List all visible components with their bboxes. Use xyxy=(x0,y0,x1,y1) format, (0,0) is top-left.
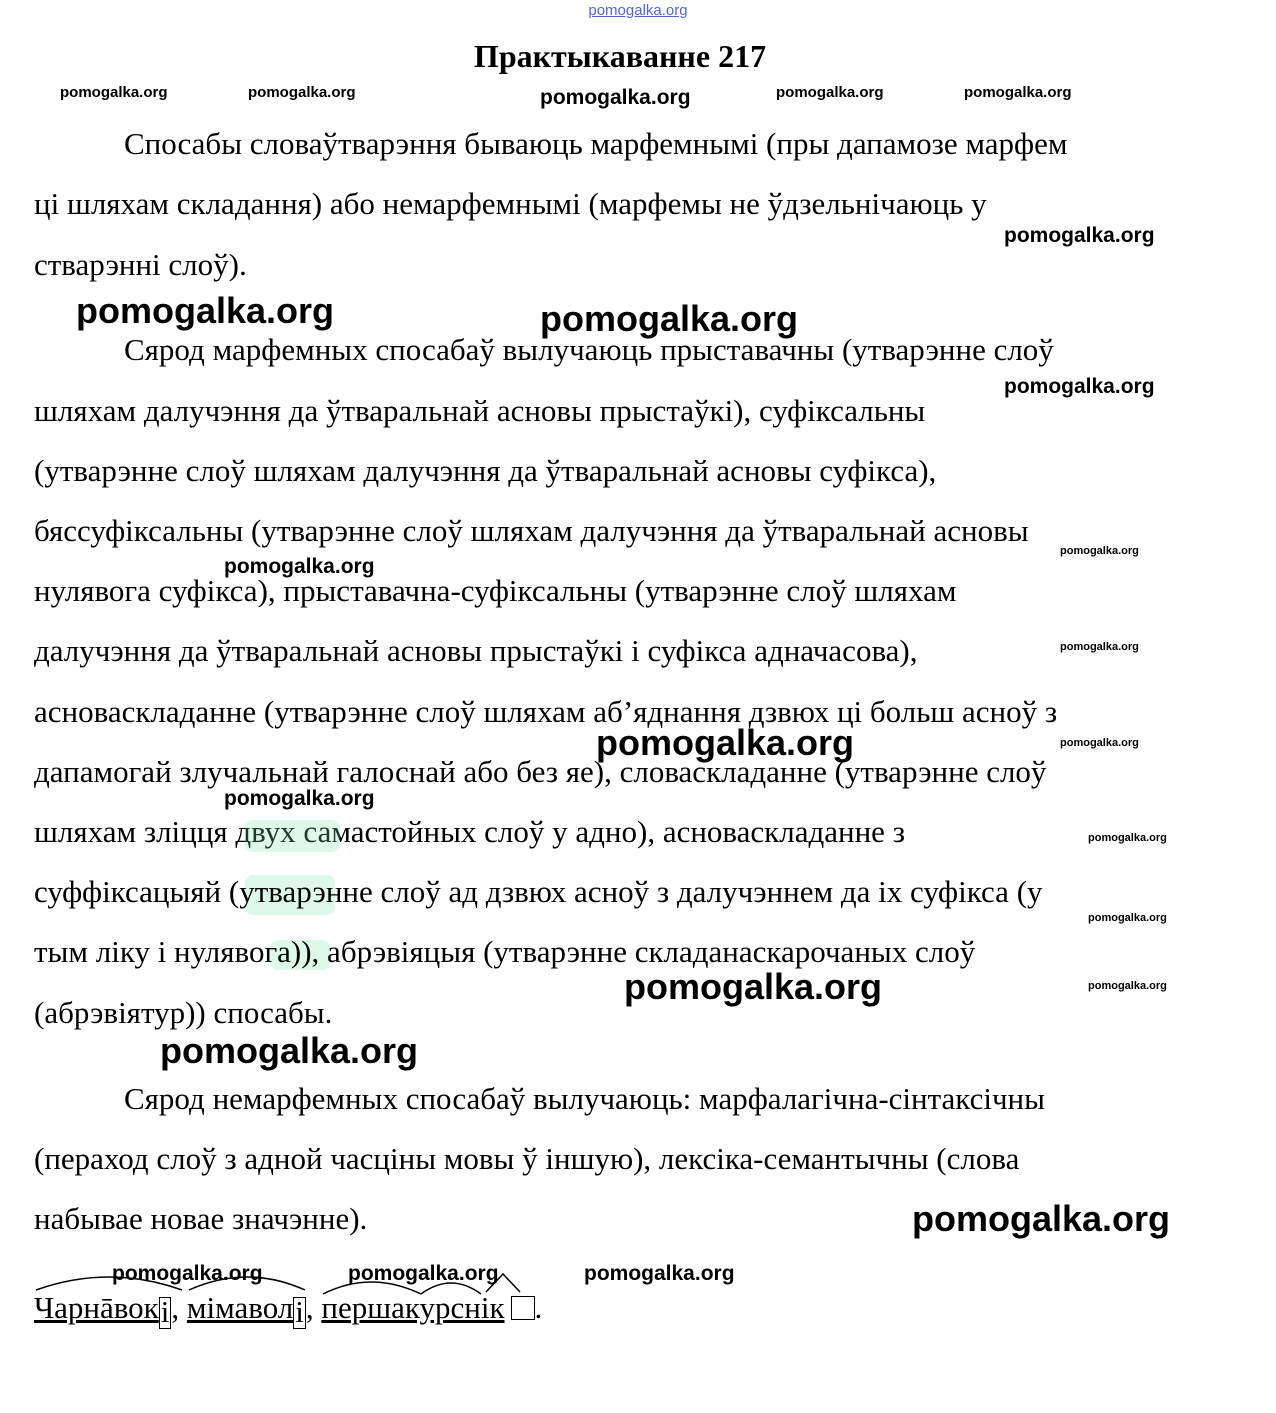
site-link[interactable]: pomogalka.org xyxy=(588,2,688,19)
paragraph-2-line: асноваскладанне (утварэнне слоў шляхам аб’яднання дзвюх ці больш асноў з xyxy=(34,694,1058,729)
ending-box: і xyxy=(295,1294,304,1329)
paragraph-2-line: (утварэнне слоў шляхам далучэння да ўтваральнай асновы суфікса), xyxy=(34,453,937,488)
watermark: pomogalka.org xyxy=(584,1262,735,1285)
root-arc-icon xyxy=(321,1272,531,1296)
watermark: pomogalka.org xyxy=(1060,545,1139,557)
paragraph-1-line: Спосабы словаўтварэння бываюць марфемнымі (пры дапамозе марфем xyxy=(124,126,1068,161)
watermark: pomogalka.org xyxy=(1004,224,1155,247)
scan-blot xyxy=(245,820,340,852)
watermark: pomogalka.org xyxy=(624,966,883,1007)
morpheme-analysis xyxy=(34,1290,542,1329)
word-stem: Чарнāвок xyxy=(34,1290,159,1325)
ending-box: і xyxy=(160,1294,170,1329)
watermark: pomogalka.org xyxy=(60,84,168,101)
paragraph-1-line: стварэнні слоў). xyxy=(34,247,247,282)
watermark: pomogalka.org xyxy=(1004,375,1155,398)
paragraph-2-line: суффіксацыяй (утварэнне слоў ад дзвюх асноў з далучэннем да іх суфікса (у xyxy=(34,874,1043,909)
paragraph-2-line: нулявога суфікса), прыставачна-суфіксальны (утварэнне слоў шляхам xyxy=(34,573,957,608)
watermark: pomogalka.org xyxy=(1060,641,1139,653)
word-pershakursnik xyxy=(321,1290,504,1326)
watermark: pomogalka.org xyxy=(160,1030,419,1071)
word-stem: першакурснік xyxy=(321,1290,505,1325)
watermark: pomogalka.org xyxy=(912,1198,1171,1239)
paragraph-2-line: шляхам зліцця двух самастойных слоў у адно), асноваскладанне з xyxy=(34,814,905,849)
zero-ending-box xyxy=(511,1296,535,1320)
paragraph-3-line: набывае новае значэнне). xyxy=(34,1201,368,1236)
paragraph-2-line: Сярод марфемных спосабаў вылучаюць прыставачны (утварэнне слоў xyxy=(124,332,1054,367)
word-chernavoki xyxy=(34,1290,171,1329)
separator: , xyxy=(305,1290,314,1325)
paragraph-2-line: (абрэвіятур)) спосабы. xyxy=(34,995,333,1030)
watermark: pomogalka.org xyxy=(540,298,799,339)
watermark: pomogalka.org xyxy=(1060,737,1139,749)
watermark: pomogalka.org xyxy=(112,1262,263,1285)
watermark: pomogalka.org xyxy=(224,787,375,810)
watermark: pomogalka.org xyxy=(348,1262,499,1285)
watermark: pomogalka.org xyxy=(1088,980,1167,992)
paragraph-2-line: шляхам далучэння да ўтваральнай асновы прыстаўкі), суфіксальны xyxy=(34,393,926,428)
word-stem: мімавол xyxy=(186,1290,294,1325)
root-arc-icon xyxy=(34,1272,184,1292)
paragraph-2-line: далучэння да ўтваральнай асновы прыстаўкі і суфікса адначасова), xyxy=(34,633,918,668)
watermark: pomogalka.org xyxy=(224,555,375,578)
root-arc-icon xyxy=(187,1272,307,1292)
paragraph-2-line: бяссуфіксальны (утварэнне слоў шляхам далучэння да ўтваральнай асновы xyxy=(34,513,1029,548)
word-mimavoli xyxy=(187,1290,306,1329)
paragraph-1-line: ці шляхам складання) або немарфемнымі (марфемы не ўдзельнічаюць у xyxy=(34,186,987,221)
watermark: pomogalka.org xyxy=(1088,832,1167,844)
separator: , xyxy=(171,1290,180,1325)
paragraph-2-line: тым ліку і нулявога)), абрэвіяцыя (утварэнне складанаскарочаных слоў xyxy=(34,934,976,969)
paragraph-2-line: дапамогай злучальнай галоснай або без яе), словаскладанне (утварэнне слоў xyxy=(34,754,1047,789)
watermark: pomogalka.org xyxy=(776,84,884,101)
exercise-title: Практыкаванне 217 xyxy=(473,38,767,74)
paragraph-3-line: Сярод немарфемных спосабаў вылучаюць: марфалагічна-сінтаксічны xyxy=(124,1081,1045,1116)
watermark: pomogalka.org xyxy=(1088,912,1167,924)
watermark: pomogalka.org xyxy=(964,84,1072,101)
watermark: pomogalka.org xyxy=(76,290,335,331)
watermark: pomogalka.org xyxy=(248,84,356,101)
final-dot: . xyxy=(534,1290,543,1325)
watermark: pomogalka.org xyxy=(540,86,691,109)
paragraph-3-line: (пераход слоў з адной часціны мовы ў іншую), лексіка-семантычны (слова xyxy=(34,1141,1020,1176)
watermark: pomogalka.org xyxy=(596,722,855,763)
